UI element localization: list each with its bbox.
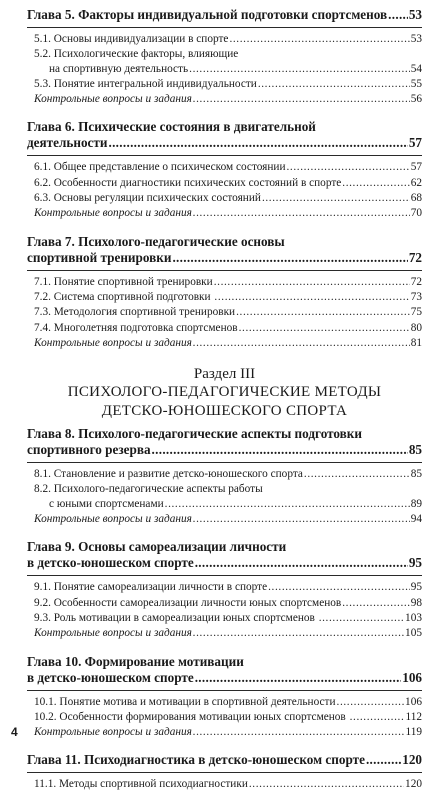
- chapter-title-entry: [27, 442, 422, 458]
- section-entry: [27, 611, 422, 625]
- section-page-number: 75: [410, 306, 422, 319]
- chapter-page-number: 106: [402, 669, 422, 685]
- dot-leader: [319, 611, 404, 625]
- section-page-number: 72: [410, 275, 422, 288]
- chapter-title-line: Глава 7. Психолого-педагогические основы: [27, 233, 285, 249]
- section-title: Контрольные вопросы и задания: [34, 726, 192, 739]
- section-page-number: 53: [410, 33, 422, 45]
- chapter-rule: [27, 27, 422, 28]
- section-title: Контрольные вопросы и задания: [34, 336, 192, 349]
- chapter-title-entry: [27, 555, 422, 571]
- section-entry: [27, 160, 422, 174]
- toc-chapter: [27, 426, 422, 526]
- dot-leader: [239, 321, 410, 335]
- section-page-number: 105: [405, 627, 422, 640]
- page-number: 4: [11, 725, 18, 739]
- chapter-title-line: Глава 6. Психические состояния в двигательной: [27, 119, 316, 135]
- review-questions-entry: [27, 92, 422, 106]
- section-entry: [27, 305, 422, 319]
- section-title-line: 5.2. Психологические факторы, влияющие: [34, 48, 239, 61]
- section-title: 11.1. Методы спортивной психодиагностики: [34, 778, 248, 791]
- chapter-title: в детско-юношеском спорте: [27, 555, 194, 571]
- section-title: 9.2. Особенности самореализации личности юных спортсменов: [34, 596, 342, 609]
- section-page-number: 85: [410, 468, 422, 481]
- chapter-title-line: Глава 10. Формирование мотивации: [27, 653, 244, 669]
- section-page-number: 62: [410, 176, 422, 189]
- section-entry: [27, 580, 422, 594]
- review-questions-entry: [27, 626, 422, 640]
- section-title-line: 8.2. Психолого-педагогические аспекты работы: [34, 483, 263, 496]
- dot-leader: [366, 752, 401, 768]
- chapter-page-number: 57: [408, 135, 422, 151]
- section-title: 5.1. Основы индивидуализации в спорте: [34, 33, 229, 45]
- chapter-title: спортивного резерва: [27, 442, 151, 458]
- dot-leader: [195, 670, 402, 686]
- chapter-title-line: Глава 8. Психолого-педагогические аспекты подготовки: [27, 426, 363, 442]
- dot-leader: [388, 7, 408, 23]
- dot-leader: [268, 580, 410, 594]
- chapter-rule: [27, 270, 422, 271]
- section-title: 10.2. Особенности формирования мотивации юных спортсменов: [34, 710, 349, 723]
- dot-leader: [189, 62, 410, 76]
- chapter-page-number: 120: [402, 752, 422, 768]
- chapter-rule: [27, 155, 422, 156]
- chapter-title-entry: [27, 250, 422, 266]
- chapter-title: спортивной тренировки: [27, 249, 172, 265]
- section-title: 9.3. Роль мотивации в самореализации юных спортсменов: [34, 611, 318, 624]
- chapter-rule: [27, 772, 422, 773]
- section-entry: [27, 321, 422, 335]
- dot-leader: [193, 512, 410, 526]
- section-page-number: 68: [410, 192, 422, 205]
- section-title: 7.3. Методология спортивной тренировки: [34, 306, 236, 319]
- chapter-rule: [27, 462, 422, 463]
- review-questions-entry: [27, 725, 422, 739]
- chapter-title-entry: [27, 135, 422, 151]
- toc-chapter: [27, 752, 422, 791]
- section-page-number: 57: [410, 161, 422, 174]
- section-entry: [27, 290, 422, 304]
- toc-group-part-3: [27, 426, 422, 792]
- section-entry: [27, 777, 422, 791]
- chapter-title: Глава 11. Психодиагностика в детско-юношеском спорте: [27, 752, 365, 768]
- chapter-title: Глава 5. Факторы индивидуальной подготовки спортсменов: [27, 7, 388, 22]
- section-page-number: 56: [410, 93, 422, 106]
- section-page-number: 81: [410, 336, 422, 349]
- chapter-title-entry: [27, 752, 422, 768]
- section-entry: [27, 191, 422, 205]
- section-title: 8.1. Становление и развитие детско-юношеского спорта: [34, 468, 303, 481]
- section-page-number: 112: [405, 710, 422, 723]
- toc-chapter: [27, 654, 422, 740]
- dot-leader: [193, 92, 410, 106]
- toc-group-part-2: [27, 7, 422, 350]
- toc-chapter: [27, 539, 422, 640]
- section-page-number: 73: [410, 290, 422, 303]
- review-questions-entry: [27, 512, 422, 526]
- section-title: Контрольные вопросы и задания: [34, 513, 192, 526]
- chapter-title-entry: [27, 7, 422, 23]
- section-entry: [27, 32, 422, 46]
- dot-leader: [262, 191, 410, 205]
- dot-leader: [193, 626, 404, 640]
- toc-chapter: [27, 7, 422, 106]
- section-title: 6.1. Общее представление о психическом состоянии: [34, 161, 286, 174]
- dot-leader: [350, 710, 405, 724]
- dot-leader: [342, 596, 409, 610]
- section-entry: [27, 176, 422, 190]
- review-questions-entry: [27, 206, 422, 220]
- dot-leader: [258, 77, 410, 91]
- dot-leader: [229, 32, 409, 46]
- section-page-number: 70: [410, 207, 422, 220]
- dot-leader: [249, 777, 404, 791]
- chapter-page-number: 72: [408, 249, 422, 265]
- chapter-page-number: 85: [408, 442, 422, 458]
- section-title: 6.3. Основы регуляции психических состояний: [34, 192, 261, 205]
- section-title: 6.2. Особенности диагностики психических состояний в спорте: [34, 176, 342, 189]
- chapter-title: в детско-юношеском спорте: [27, 669, 194, 685]
- section-title: 7.4. Многолетняя подготовка спортсменов: [34, 321, 238, 334]
- part-heading: [27, 365, 422, 420]
- section-page-number: 54: [410, 62, 422, 75]
- section-page-number: 120: [405, 778, 422, 791]
- dot-leader: [193, 725, 405, 739]
- chapter-title: деятельности: [27, 135, 108, 151]
- dot-leader: [193, 206, 410, 220]
- dot-leader: [304, 467, 410, 481]
- chapter-page-number: 53: [408, 7, 422, 22]
- section-page-number: 55: [410, 77, 422, 90]
- chapter-rule: [27, 690, 422, 691]
- dot-leader: [152, 442, 408, 458]
- section-page-number: 80: [410, 321, 422, 334]
- section-title: 10.1. Понятие мотива и мотивации в спортивной деятельности: [34, 695, 336, 708]
- dot-leader: [337, 695, 405, 709]
- section-title: на спортивную деятельность: [49, 62, 189, 75]
- section-page-number: 106: [405, 695, 422, 708]
- chapter-rule: [27, 575, 422, 576]
- section-title: Контрольные вопросы и задания: [34, 627, 192, 640]
- dot-leader: [342, 176, 409, 190]
- section-title: 7.2. Система спортивной подготовки: [34, 290, 214, 303]
- section-entry: [27, 275, 422, 289]
- section-page-number: 103: [405, 611, 422, 624]
- section-entry: [27, 62, 422, 76]
- section-title: 5.3. Понятие интегральной индивидуальности: [34, 77, 257, 90]
- section-page-number: 94: [410, 513, 422, 526]
- toc-chapter: [27, 119, 422, 220]
- section-page-number: 98: [410, 596, 422, 609]
- toc-chapter: [27, 234, 422, 350]
- dot-leader: [108, 135, 407, 151]
- dot-leader: [165, 497, 410, 511]
- section-title: 9.1. Понятие самореализации личности в спорте: [34, 581, 268, 594]
- section-page-number: 119: [405, 726, 422, 739]
- dot-leader: [236, 305, 410, 319]
- section-entry: [27, 695, 422, 709]
- dot-leader: [214, 275, 410, 289]
- dot-leader: [287, 160, 410, 174]
- dot-leader: [172, 250, 407, 266]
- section-page-number: 89: [410, 497, 422, 510]
- section-entry: [27, 467, 422, 481]
- section-entry: [27, 497, 422, 511]
- table-of-contents: [27, 7, 422, 792]
- dot-leader: [195, 555, 408, 571]
- section-title: Контрольные вопросы и задания: [34, 207, 192, 220]
- review-questions-entry: [27, 336, 422, 350]
- section-entry: [27, 710, 422, 724]
- section-title: 7.1. Понятие спортивной тренировки: [34, 275, 213, 288]
- dot-leader: [193, 336, 410, 350]
- section-title: с юными спортсменами: [49, 497, 164, 510]
- part-title-line-1: ПСИХОЛОГО-ПЕДАГОГИЧЕСКИЕ МЕТОДЫ: [67, 384, 382, 401]
- chapter-title-line: Глава 9. Основы самореализации личности: [27, 539, 287, 555]
- chapter-title-entry: [27, 670, 422, 686]
- section-entry: [27, 596, 422, 610]
- part-title-line-2: ДЕТСКО-ЮНОШЕСКОГО СПОРТА: [101, 402, 348, 419]
- section-entry: [27, 77, 422, 91]
- part-number: Раздел III: [193, 366, 256, 383]
- section-title: Контрольные вопросы и задания: [34, 93, 192, 106]
- chapter-page-number: 95: [408, 555, 422, 571]
- dot-leader: [214, 290, 409, 304]
- section-page-number: 95: [410, 581, 422, 594]
